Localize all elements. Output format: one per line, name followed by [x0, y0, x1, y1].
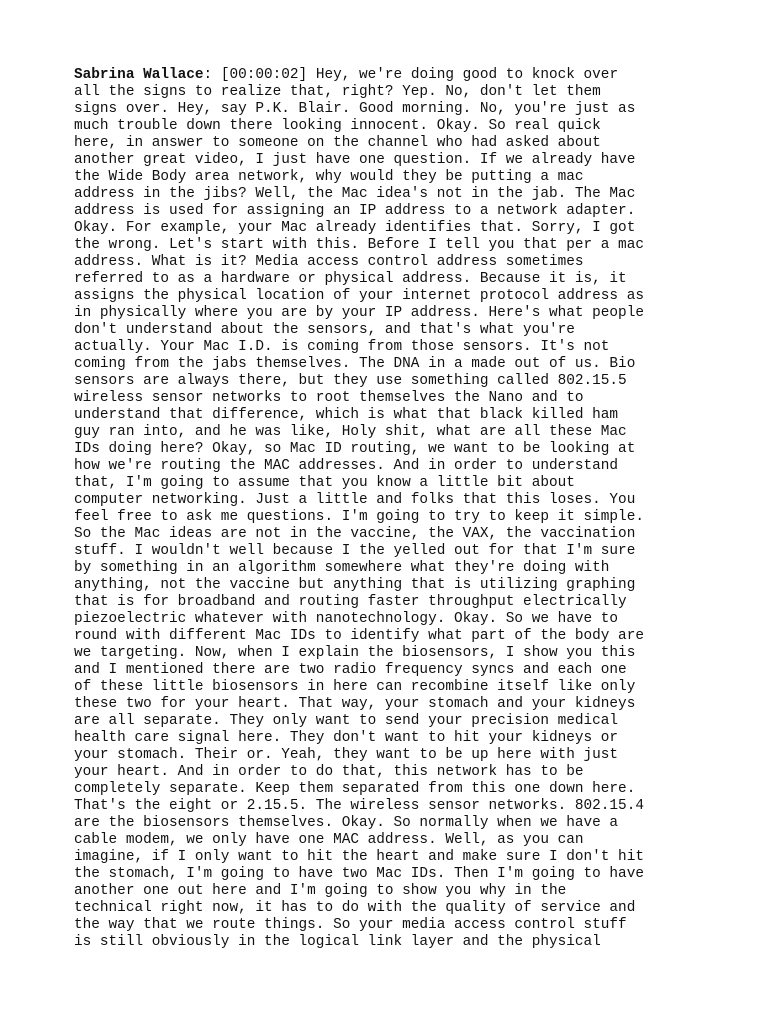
- transcript-line: piezoelectric whatever with nanotechnology. Okay. So we have to: [74, 611, 619, 627]
- transcript-line: actually. Your Mac I.D. is coming from those sensors. It's not: [74, 339, 610, 355]
- transcript-line: your stomach. Their or. Yeah, they want to be up here with just: [74, 747, 619, 763]
- transcript-line: the Wide Body area network, why would they be putting a mac: [74, 169, 584, 185]
- transcript-paragraph: [74, 67, 694, 951]
- transcript-line: in physically where you are by your IP address. Here's what people: [74, 305, 644, 321]
- transcript-line: and I mentioned there are two radio frequency syncs and each one: [74, 662, 627, 678]
- transcript-line: round with different Mac IDs to identify what part of the body are: [74, 628, 644, 644]
- speaker-separator: :: [203, 67, 221, 83]
- transcript-line: address is used for assigning an IP address to a network adapter.: [74, 203, 636, 219]
- transcript-line: are all separate. They only want to send your precision medical: [74, 713, 619, 729]
- transcript-line: sensors are always there, but they use something called 802.15.5: [74, 373, 627, 389]
- transcript-line: signs over. Hey, say P.K. Blair. Good morning. No, you're just as: [74, 101, 636, 117]
- transcript-line: stuff. I wouldn't well because I the yelled out for that I'm sure: [74, 543, 636, 559]
- transcript-line: wireless sensor networks to root themselves the Nano and to: [74, 390, 584, 406]
- transcript-line: the way that we route things. So your media access control stuff: [74, 917, 627, 933]
- transcript-line: health care signal here. They don't want to hit your kidneys or: [74, 730, 619, 746]
- transcript-line: completely separate. Keep them separated from this one down here.: [74, 781, 636, 797]
- transcript-line: how we're routing the MAC addresses. And in order to understand: [74, 458, 619, 474]
- transcript-line: much trouble down there looking innocent. Okay. So real quick: [74, 118, 601, 134]
- transcript-page: [74, 67, 694, 951]
- transcript-line: by something in an algorithm somewhere what they're doing with: [74, 560, 610, 576]
- transcript-line: So the Mac ideas are not in the vaccine, the VAX, the vaccination: [74, 526, 636, 542]
- transcript-line: another one out here and I'm going to show you why in the: [74, 883, 567, 899]
- transcript-line: the wrong. Let's start with this. Before I tell you that per a mac: [74, 237, 644, 253]
- transcript-line: coming from the jabs themselves. The DNA in a made out of us. Bio: [74, 356, 636, 372]
- transcript-line: referred to as a hardware or physical address. Because it is, it: [74, 271, 627, 287]
- transcript-line: your heart. And in order to do that, this network has to be: [74, 764, 584, 780]
- transcript-line: cable modem, we only have one MAC address. Well, as you can: [74, 832, 584, 848]
- transcript-line: we targeting. Now, when I explain the biosensors, I show you this: [74, 645, 636, 661]
- transcript-line: that, I'm going to assume that you know a little bit about: [74, 475, 575, 491]
- transcript-line: all the signs to realize that, right? Yep. No, don't let them: [74, 84, 601, 100]
- transcript-line: don't understand about the sensors, and that's what you're: [74, 322, 575, 338]
- transcript-line: technical right now, it has to do with the quality of service and: [74, 900, 636, 916]
- speaker-name: Sabrina Wallace: [74, 67, 204, 83]
- transcript-line: that is for broadband and routing faster throughput electrically: [74, 594, 627, 610]
- transcript-line: Hey, we're doing good to knock over: [307, 67, 619, 83]
- transcript-line: another great video, I just have one question. If we already have: [74, 152, 636, 168]
- transcript-line: here, in answer to someone on the channel who had asked about: [74, 135, 601, 151]
- transcript-line: feel free to ask me questions. I'm going to try to keep it simple.: [74, 509, 644, 525]
- transcript-line: these two for your heart. That way, your stomach and your kidneys: [74, 696, 636, 712]
- transcript-line: assigns the physical location of your internet protocol address as: [74, 288, 644, 304]
- transcript-line: IDs doing here? Okay, so Mac ID routing, we want to be looking at: [74, 441, 636, 457]
- transcript-line: anything, not the vaccine but anything that is utilizing graphing: [74, 577, 636, 593]
- transcript-line: Okay. For example, your Mac already identifies that. Sorry, I got: [74, 220, 636, 236]
- transcript-line: address. What is it? Media access control address sometimes: [74, 254, 584, 270]
- timestamp: [00:00:02]: [220, 67, 308, 83]
- transcript-line: is still obviously in the logical link layer and the physical: [74, 934, 601, 950]
- transcript-line: That's the eight or 2.15.5. The wireless sensor networks. 802.15.4: [74, 798, 644, 814]
- transcript-line: the stomach, I'm going to have two Mac IDs. Then I'm going to have: [74, 866, 644, 882]
- transcript-line: computer networking. Just a little and folks that this loses. You: [74, 492, 636, 508]
- transcript-line: address in the jibs? Well, the Mac idea's not in the jab. The Mac: [74, 186, 636, 202]
- transcript-line: understand that difference, which is what that black killed ham: [74, 407, 619, 423]
- transcript-line: are the biosensors themselves. Okay. So normally when we have a: [74, 815, 619, 831]
- transcript-line: of these little biosensors in here can recombine itself like only: [74, 679, 636, 695]
- transcript-line: guy ran into, and he was like, Holy shit, what are all these Mac: [74, 424, 627, 440]
- transcript-line: imagine, if I only want to hit the heart and make sure I don't hit: [74, 849, 644, 865]
